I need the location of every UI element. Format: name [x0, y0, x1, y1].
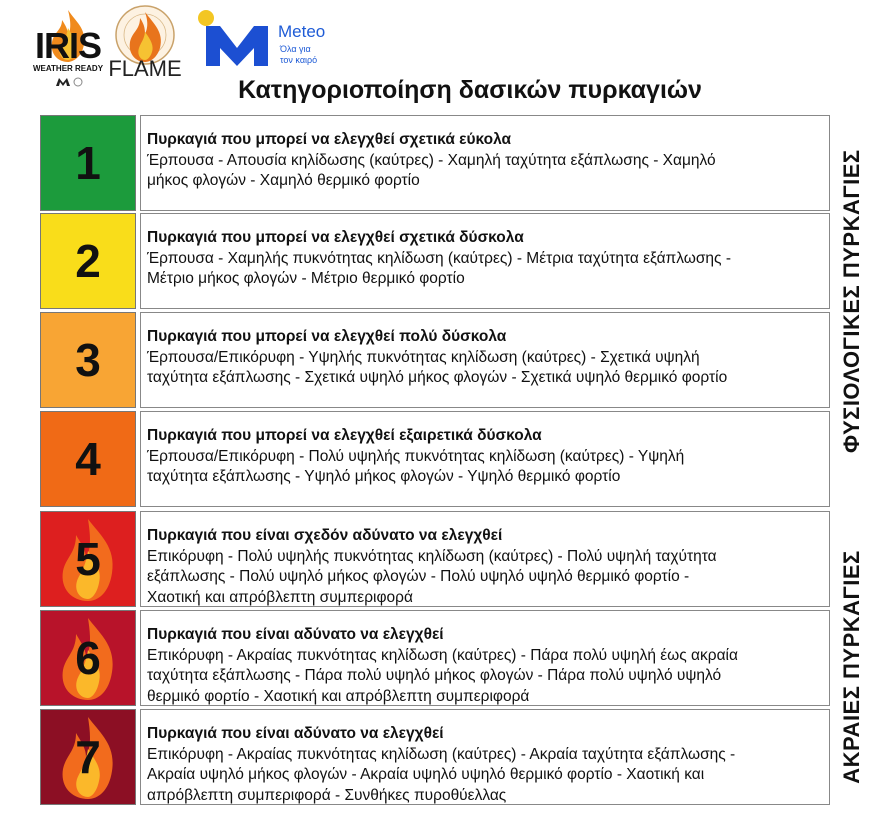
category-row — [40, 610, 830, 706]
category-row — [40, 511, 830, 607]
iris-logo — [32, 6, 104, 88]
category-description-line: απρόβλεπτη συμπεριφορά - Συνθήκες πυροθύελλας — [147, 786, 507, 804]
category-description-line: Επικόρυφη - Πολύ υψηλής πυκνότητας κηλίδωση (καύτρες) - Πολύ υψηλή ταχύτητα — [147, 547, 717, 565]
iris-logo-text: IRIS — [34, 25, 101, 66]
category-heading: Πυρκαγιά που μπορεί να ελεγχθεί πολύ δύσκολα — [147, 328, 507, 345]
category-description-line: ταχύτητα εξάπλωσης - Σχετικά υψηλό μήκος φλογών - Σχετικά υψηλό θερμικό φορτίο — [147, 369, 728, 386]
flame-logo — [104, 4, 186, 84]
category-description-line: Έρπουσα/Επικόρυφη - Πολύ υψηλής πυκνότητας κηλίδωση (καύτρες) - Υψηλή — [147, 447, 685, 465]
category-number: 7 — [75, 731, 101, 783]
category-description — [140, 709, 830, 805]
meteo-m-icon — [206, 22, 268, 66]
category-description — [140, 213, 830, 309]
page-title: Κατηγοριοποίηση δασικών πυρκαγιών — [238, 76, 702, 104]
category-description — [140, 411, 830, 507]
category-description-line: ταχύτητα εξάπλωσης - Πάρα πολύ υψηλό μήκος φλογών - Πάρα πολύ υψηλό υψηλό — [147, 667, 722, 684]
category-heading: Πυρκαγιά που μπορεί να ελεγχθεί σχετικά εύκολα — [147, 131, 512, 148]
category-heading: Πυρκαγιά που μπορεί να ελεγχθεί εξαιρετικά δύσκολα — [147, 427, 542, 444]
category-heading: Πυρκαγιά που είναι σχεδόν αδύνατο να ελεγχθεί — [147, 527, 503, 544]
category-description — [140, 115, 830, 211]
category-heading: Πυρκαγιά που είναι αδύνατο να ελεγχθεί — [147, 725, 444, 742]
category-description-line: Έρπουσα/Επικόρυφη - Υψηλής πυκνότητας κηλίδωση (καύτρες) - Σχετικά υψηλή — [147, 348, 700, 366]
category-description-line: Μέτριο μήκος φλογών - Μέτριο θερμικό φορτίο — [147, 270, 465, 287]
category-description — [140, 511, 830, 607]
meteo-logo-name: Meteo — [278, 22, 326, 41]
category-description-line: Έρπουσα - Χαμηλής πυκνότητας κηλίδωση (καύτρες) - Μέτρια ταχύτητα εξάπλωσης - — [147, 249, 731, 267]
category-row — [40, 213, 830, 309]
category-row — [40, 312, 830, 408]
category-row — [40, 411, 830, 507]
category-heading: Πυρκαγιά που είναι αδύνατο να ελεγχθεί — [147, 626, 444, 643]
side-label-extreme-fires: ΑΚΡΑΙΕΣ ΠΥΡΚΑΓΙΕΣ — [839, 550, 864, 784]
category-description-line: εξάπλωσης - Πολύ υψηλό μήκος φλογών - Πολύ υψηλό υψηλό θερμικό φορτίο - — [147, 568, 690, 585]
category-description — [140, 610, 830, 706]
category-number: 1 — [75, 137, 101, 189]
partner-mini-logo — [54, 76, 84, 88]
category-row — [40, 115, 830, 211]
category-description-line: μήκος φλογών - Χαμηλό θερμικό φορτίο — [147, 172, 420, 189]
category-description-line: Επικόρυφη - Ακραίας πυκνότητας κηλίδωση (καύτρες) - Ακραία ταχύτητα εξάπλωσης - — [147, 745, 736, 763]
category-number: 6 — [75, 632, 101, 684]
category-description-line: ταχύτητα εξάπλωσης - Υψηλό μήκος φλογών - Υψηλό θερμικό φορτίο — [147, 468, 621, 485]
category-heading: Πυρκαγιά που μπορεί να ελεγχθεί σχετικά δύσκολα — [147, 229, 524, 246]
category-number: 3 — [75, 334, 101, 386]
meteo-tagline-line-1: Όλα για — [280, 44, 311, 54]
category-description-line: Χαοτική και απρόβλεπτη συμπεριφορά — [147, 588, 413, 606]
meteo-tagline-line-2: τον καιρό — [280, 55, 318, 65]
category-number: 2 — [75, 235, 101, 287]
flame-logo-text: FLAME — [108, 56, 182, 81]
side-label-natural-fires: ΦΥΣΙΟΛΟΓΙΚΕΣ ΠΥΡΚΑΓΙΕΣ — [839, 149, 864, 453]
category-row — [40, 709, 830, 805]
iris-logo-subtitle: WEATHER READY — [32, 64, 104, 73]
meteo-logo — [192, 10, 342, 70]
category-description-line: Επικόρυφη - Ακραίας πυκνότητας κηλίδωση (καύτρες) - Πάρα πολύ υψηλή έως ακραία — [147, 646, 738, 664]
category-number: 4 — [75, 433, 101, 485]
category-description — [140, 312, 830, 408]
category-number: 5 — [75, 533, 101, 585]
category-description-line: Ακραία υψηλό μήκος φλογών - Ακραία υψηλό υψηλό θερμικό φορτίο - Χαοτική και — [147, 766, 705, 783]
category-description-line: Έρπουσα - Απουσία κηλίδωσης (καύτρες) - Χαμηλή ταχύτητα εξάπλωσης - Χαμηλό — [147, 151, 716, 169]
category-description-line: θερμικό φορτίο - Χαοτική και απρόβλεπτη συμπεριφορά — [147, 687, 530, 705]
